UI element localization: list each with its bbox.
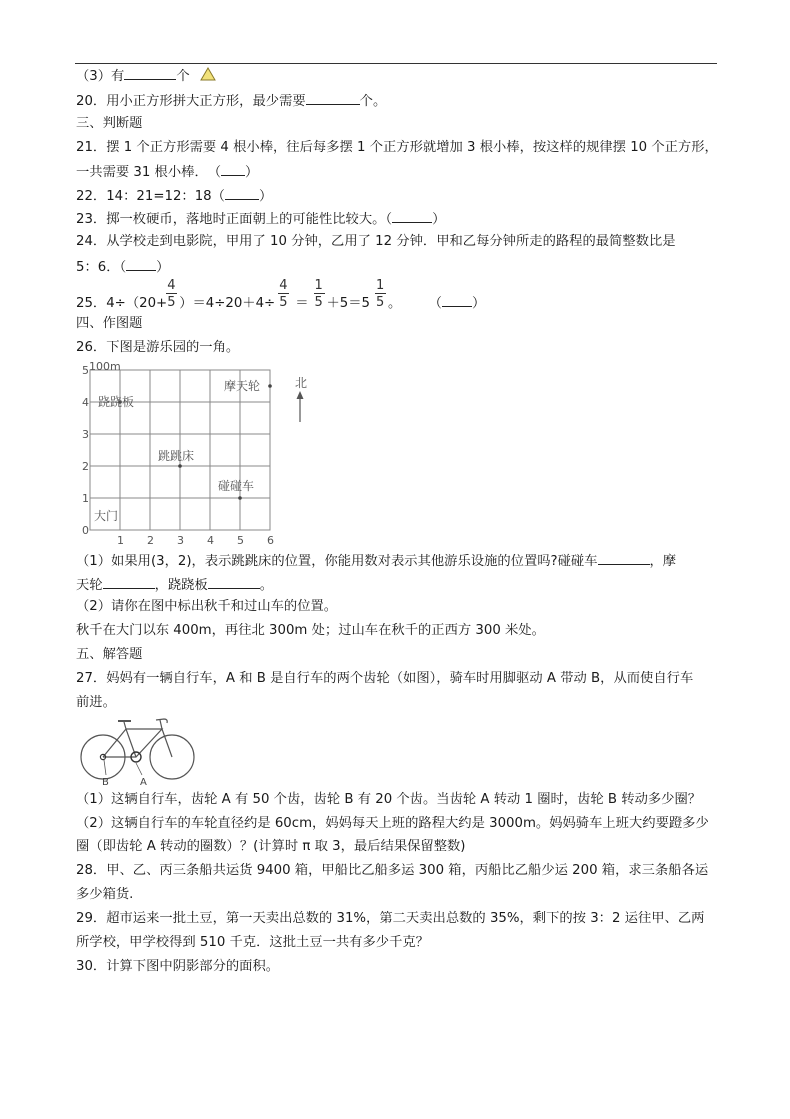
section-5-title: 五、解答题 [76, 647, 143, 662]
answer-paren[interactable] [126, 258, 156, 271]
answer-paren[interactable] [225, 187, 259, 200]
ferris-wheel-label: 摩天轮 [224, 379, 261, 393]
q21-line2: 一共需要 31 根小棒． （ ） [76, 165, 259, 180]
fraction: $\frac{4}{5}$ [167, 278, 176, 310]
y-tick: 2 [82, 460, 89, 473]
q24-line1: 24．从学校走到电影院，甲用了 10 分钟，乙用了 12 分钟．甲和乙每分钟所走的路程的最简整数比是 [76, 234, 676, 249]
q27-line1: 27．妈妈有一辆自行车，A 和 B 是自行车的两个齿轮（如图），骑车时用脚驱动 A 带动 B，从而使自行车 [76, 671, 694, 686]
north-arrow-icon [297, 391, 304, 422]
q28-line2: 多少箱货. [76, 887, 134, 902]
answer-paren[interactable] [221, 163, 245, 176]
answer-blank[interactable] [124, 67, 176, 80]
q29-line2: 所学校，甲学校得到 510 千克．这批土豆一共有多少千克？ [76, 935, 429, 950]
seesaw-label: 跷跷板 [98, 395, 135, 409]
q22: 22．14：21=12：18（ ） [76, 189, 273, 204]
q30: 30．计算下图中阴影部分的面积。 [76, 959, 280, 974]
q21-line1: 21．摆 1 个正方形需要 4 根小棒，往后每多摆 1 个正方形就增加 3 根小棒，按这样的规律摆 10 个正方形， [76, 140, 718, 155]
y-tick: 4 [82, 396, 89, 409]
answer-paren[interactable] [392, 210, 432, 223]
gear-a-label: A [140, 777, 147, 787]
q26-part3: 秋千在大门以东 400m，再往北 300m 处；过山车在秋千的正西方 300 米处。 [76, 623, 545, 638]
q28-line1: 28．甲、乙、丙三条船共运货 9400 箱，甲船比乙船多运 300 箱，丙船比乙船少运 200 箱，求三条船各运 [76, 863, 709, 878]
q27-line2: 前进。 [76, 695, 116, 710]
scale-label: 100m [89, 360, 121, 373]
y-tick: 3 [82, 428, 89, 441]
x-tick: 5 [237, 534, 244, 547]
section-3-title: 三、判断题 [76, 116, 143, 131]
gear-b-label: B [102, 777, 109, 787]
q27-part2-line1: （2）这辆自行车的车轮直径约是 60cm，妈妈每天上班的路程大约是 3000m。妈妈骑车上班大约要蹬多少 [76, 816, 709, 831]
q29-line1: 29．超市运来一批土豆，第一天卖出总数的 31%，第二天卖出总数的 35%，剩下的按 3：2 运往甲、乙两 [76, 911, 705, 926]
q26-intro: 26．下图是游乐园的一角。 [76, 340, 240, 355]
answer-blank[interactable] [306, 92, 360, 105]
q25: 25．4÷（20+ $\frac{4}{5}$ ）＝4÷20＋4÷ $\frac{4}{5}$ ＝ $\frac{1}{5}$ ＋5＝5 $\frac{1}{5}$ 。 （ ） [76, 278, 486, 311]
y-tick: 1 [82, 492, 89, 505]
x-tick: 3 [177, 534, 184, 547]
gate-label: 大门 [94, 509, 119, 523]
x-tick: 2 [147, 534, 154, 547]
answer-blank[interactable] [598, 552, 650, 565]
x-tick: 6 [267, 534, 274, 547]
q23: 23．掷一枚硬币，落地时正面朝上的可能性比较大。（ ） [76, 212, 446, 227]
q26-part1-line2: 天轮 ，跷跷板 。 [76, 578, 274, 593]
triangle-icon [200, 67, 216, 81]
header-rule [75, 63, 717, 64]
q27-part1: （1）这辆自行车，齿轮 A 有 50 个齿，齿轮 B 有 20 个齿。当齿轮 A 转动 1 圈时，齿轮 B 转动多少圈？ [76, 792, 702, 807]
q20: 20．用小正方形拼大正方形，最少需要 个。 [76, 94, 387, 109]
fraction: $\frac{1}{5}$ [376, 278, 385, 310]
q24-line2: 5：6．（ ） [76, 260, 170, 275]
bicycle-figure [78, 713, 198, 787]
x-tick: 1 [117, 534, 124, 547]
north-label: 北 [295, 376, 308, 390]
y-tick: 0 [82, 524, 89, 537]
section-4-title: 四、作图题 [76, 316, 143, 331]
y-tick: 5 [82, 364, 89, 377]
q26-part1-line1: （1）如果用(3，2)，表示跳跳床的位置，你能用数对表示其他游乐设施的位置吗?碰碰车 ，摩 [76, 554, 677, 569]
park-grid-map [78, 360, 318, 550]
answer-paren[interactable] [442, 294, 472, 307]
q19-part3: （3）有 个 [76, 67, 216, 85]
q26-part2: （2）请你在图中标出秋千和过山车的位置。 [76, 599, 338, 614]
fraction: $\frac{1}{5}$ [314, 278, 323, 310]
x-tick: 4 [207, 534, 214, 547]
answer-blank[interactable] [208, 576, 260, 589]
q27-part2-line2: 圈（即齿轮 A 转动的圈数）？(计算时 π 取 3，最后结果保留整数) [76, 839, 466, 854]
fraction: $\frac{4}{5}$ [279, 278, 288, 310]
answer-blank[interactable] [103, 576, 155, 589]
bumper-car-label: 碰碰车 [218, 479, 255, 493]
trampoline-label: 跳跳床 [158, 449, 195, 463]
